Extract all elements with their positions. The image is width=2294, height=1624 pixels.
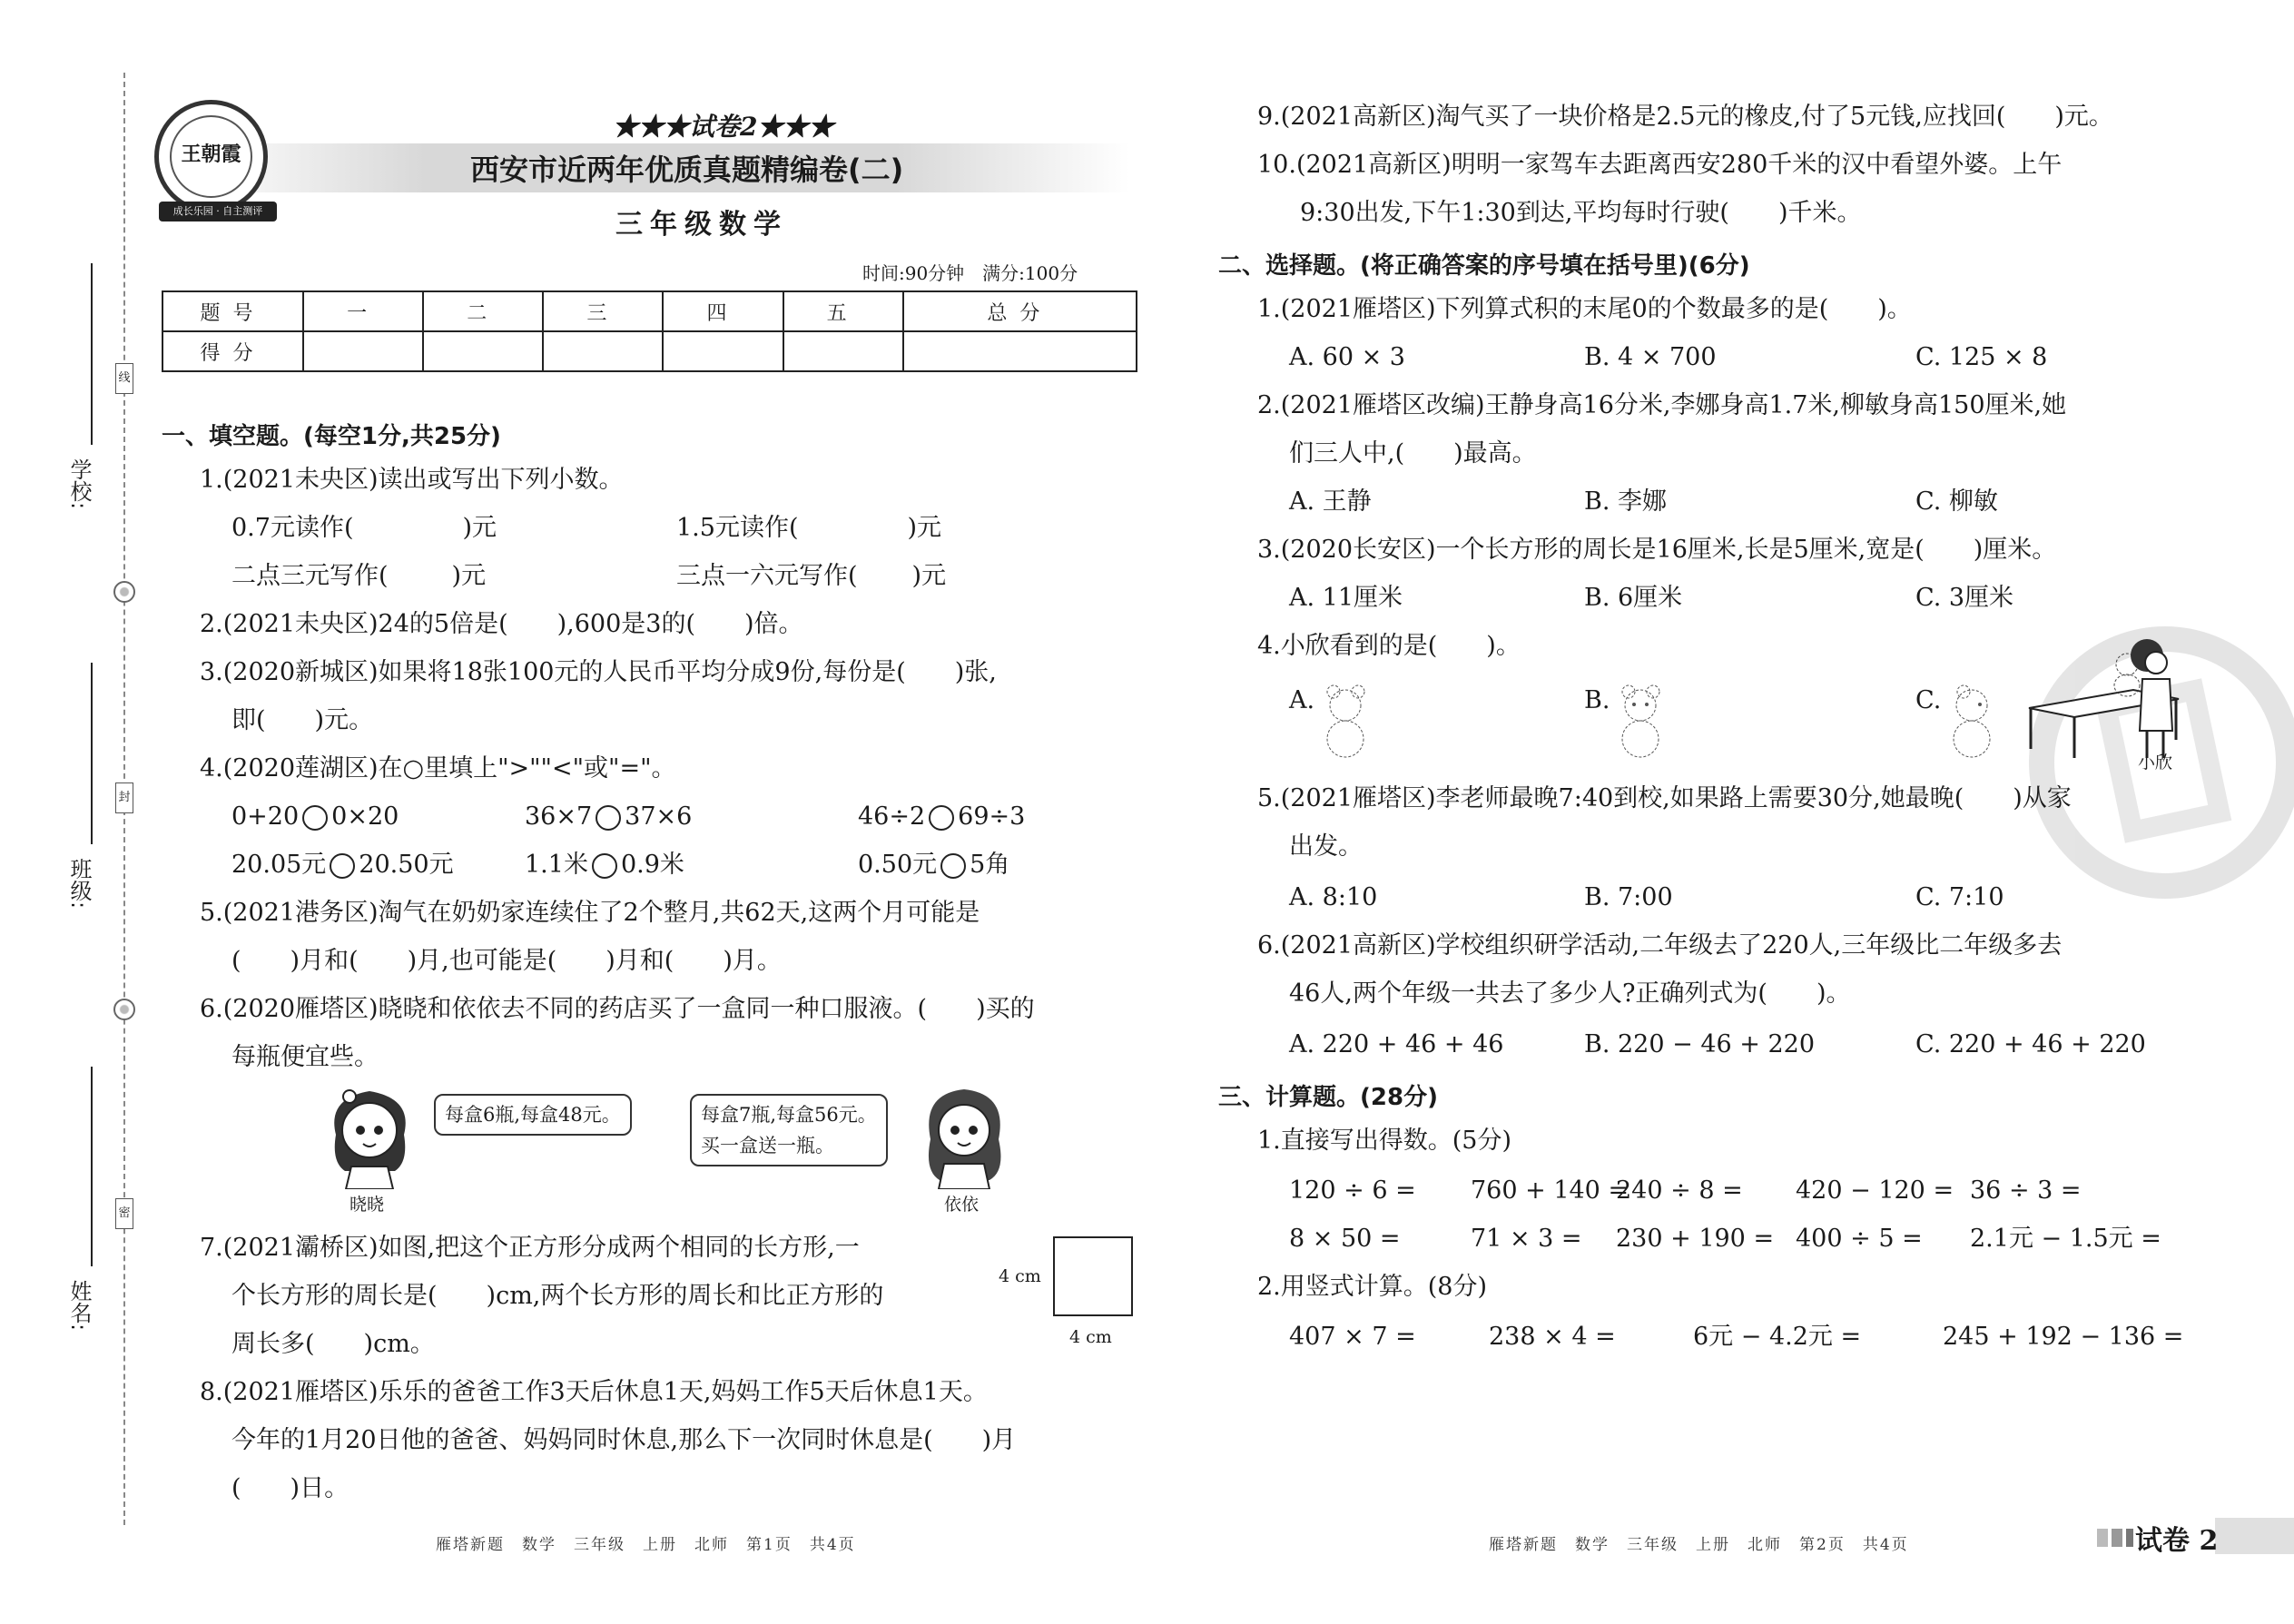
score-input-cell[interactable]	[903, 331, 1137, 371]
c2-option-a[interactable]: A. 王静	[1289, 487, 1372, 516]
c4-option-c[interactable]: C.	[1915, 686, 1942, 714]
q3-line2: 即( )元。	[231, 706, 374, 734]
q4-expr2: 36×7 37×6	[525, 802, 693, 831]
school-label: 学校:	[66, 458, 92, 510]
girl-xiaoxiao-illustration	[322, 1080, 418, 1189]
bear-back-view-icon	[1616, 683, 1666, 760]
c1-option-c[interactable]: C. 125 × 8	[1915, 343, 2048, 371]
k2-stem: 2.用竖式计算。(8分)	[1257, 1273, 1488, 1301]
score-table-cell: 一	[303, 291, 423, 331]
compare-circle-input[interactable]	[929, 805, 954, 831]
k1-expr: 240 ÷ 8 =	[1616, 1176, 1743, 1205]
q1-stem: 1.(2021未央区)读出或写出下列小数。	[200, 466, 624, 494]
c6-option-a[interactable]: A. 220 + 46 + 46	[1289, 1030, 1504, 1058]
exam-meta: 时间:90分钟 满分:100分	[862, 262, 1078, 284]
q3-line1: 3.(2020新城区)如果将18张100元的人民币平均分成9份,每份是( )张,	[200, 658, 997, 686]
score-table-header-row	[162, 291, 1137, 331]
c3-option-a[interactable]: A. 11厘米	[1289, 584, 1403, 612]
speech-bubble-yiyi: 每盒7瓶,每盒56元。 买一盒送一瓶。	[690, 1094, 888, 1166]
q4-expr1: 0+20 0×20	[231, 802, 399, 831]
section-1-title: 一、填空题。(每空1分,共25分)	[162, 423, 501, 450]
school-line	[91, 263, 93, 445]
k1-expr: 420 − 120 =	[1796, 1176, 1954, 1205]
q4-expr3: 46÷2 69÷3	[858, 802, 1026, 831]
k2-expr: 6元 − 4.2元 =	[1693, 1323, 1862, 1351]
c6-option-b[interactable]: B. 220 − 46 + 220	[1584, 1030, 1816, 1058]
c6-option-c[interactable]: C. 220 + 46 + 220	[1915, 1030, 2146, 1058]
bear-side-view-icon	[1947, 683, 1997, 760]
c3-option-b[interactable]: B. 6厘米	[1584, 584, 1683, 612]
k1-expr: 230 + 190 =	[1616, 1225, 1775, 1253]
score-table-cell: 得分	[162, 331, 303, 371]
k2-expr: 238 × 4 =	[1489, 1323, 1616, 1351]
section-2-title: 二、选择题。(将正确答案的序号填在括号里)(6分)	[1218, 252, 1750, 280]
name-xiaoxiao: 晓晓	[350, 1195, 385, 1215]
q4-stem: 4.(2020莲湖区)在○里填上">""<"或"="。	[200, 754, 676, 782]
score-table-cell: 五	[783, 291, 903, 331]
compare-circle-input[interactable]	[592, 853, 617, 879]
name-label: 姓名:	[66, 1280, 92, 1332]
q7-line1: 7.(2021灞桥区)如图,把这个正方形分成两个相同的长方形,一	[200, 1234, 860, 1262]
q1-a: 0.7元读作( )元	[231, 514, 497, 542]
c5-option-c[interactable]: C. 7:10	[1915, 883, 2004, 911]
girl-yiyi-illustration	[917, 1080, 1012, 1189]
q1-c: 二点三元写作( )元	[231, 562, 487, 590]
c5-option-b[interactable]: B. 7:00	[1584, 883, 1673, 911]
c6-stem-line2: 46人,两个年级一共去了多少人?正确列式为( )。	[1289, 979, 1851, 1008]
class-label: 班级:	[66, 858, 92, 910]
k2-expr: 407 × 7 =	[1289, 1323, 1416, 1351]
q9: 9.(2021高新区)淘气买了一块价格是2.5元的橡皮,付了5元钱,应找回( )元。	[1257, 103, 2113, 131]
c6-stem-line1: 6.(2021高新区)学校组织研学活动,二年级去了220人,三年级比二年级多去	[1257, 931, 2063, 960]
k1-expr: 71 × 3 =	[1471, 1225, 1582, 1253]
square-figure	[1053, 1236, 1133, 1316]
q8-line1: 8.(2021雁塔区)乐乐的爸爸工作3天后休息1天,妈妈工作5天后休息1天。	[200, 1378, 988, 1406]
q8-line2: 今年的1月20日他的爸爸、妈妈同时休息,那么下一次同时休息是( )月	[231, 1426, 1017, 1454]
section-3-title: 三、计算题。(28分)	[1218, 1084, 1438, 1111]
child-xiaoxin-label: 小欣	[2138, 753, 2173, 773]
q8-line3: ( )日。	[231, 1474, 350, 1502]
q4-expr4: 20.05元 20.50元	[231, 851, 454, 879]
k1-expr: 760 + 140 =	[1471, 1176, 1629, 1205]
score-input-cell[interactable]	[543, 331, 663, 371]
logo-text: 王朝霞	[181, 143, 241, 166]
c2-option-b[interactable]: B. 李娜	[1584, 487, 1668, 516]
score-input-cell[interactable]	[783, 331, 903, 371]
q7-line3: 周长多( )cm。	[231, 1330, 435, 1358]
compare-circle-input[interactable]	[596, 805, 621, 831]
q2: 2.(2021未央区)24的5倍是( ),600是3的( )倍。	[200, 610, 803, 638]
q7-line2: 个长方形的周长是( )cm,两个长方形的周长和比正方形的	[231, 1282, 884, 1310]
class-line	[91, 663, 93, 844]
score-table-cell: 四	[663, 291, 783, 331]
k1-stem: 1.直接写出得数。(5分)	[1257, 1127, 1512, 1155]
c4-stem: 4.小欣看到的是( )。	[1257, 632, 1521, 660]
k1-expr: 8 × 50 =	[1289, 1225, 1401, 1253]
c2-stem-line2: 们三人中,( )最高。	[1289, 439, 1537, 468]
seal-mark-secret: 密	[115, 1198, 133, 1229]
footer-tag-band	[2215, 1518, 2294, 1554]
binding-hole-icon	[113, 999, 135, 1020]
c2-stem-line1: 2.(2021雁塔区改编)王静身高16分米,李娜身高1.7米,柳敏身高150厘米,她	[1257, 391, 2067, 419]
k1-expr: 400 ÷ 5 =	[1796, 1225, 1923, 1253]
c4-option-b[interactable]: B.	[1584, 686, 1610, 714]
k1-expr: 36 ÷ 3 =	[1970, 1176, 2082, 1205]
seal-mark-seal: 封	[115, 782, 133, 813]
bear-front-view-icon	[1321, 683, 1371, 760]
score-table-cell: 二	[423, 291, 543, 331]
c5-stem-line1: 5.(2021雁塔区)李老师最晚7:40到校,如果路上需要30分,她最晚( )从家	[1257, 784, 2072, 812]
q5-line1: 5.(2021港务区)淘气在奶奶家连续住了2个整月,共62天,这两个月可能是	[200, 899, 980, 927]
exam-title: 西安市近两年优质真题精编卷(二)	[470, 153, 904, 187]
exam-subtitle: 三年级数学	[615, 209, 788, 241]
logo-emblem	[154, 100, 268, 213]
score-input-cell[interactable]	[663, 331, 783, 371]
c2-option-c[interactable]: C. 柳敏	[1915, 487, 1998, 516]
q10-line2: 9:30出发,下午1:30到达,平均每时行驶( )千米。	[1300, 199, 1862, 227]
compare-circle-input[interactable]	[940, 853, 966, 879]
right-footer: 雁塔新题 数学 三年级 上册 北师 第2页 共4页	[1489, 1536, 1909, 1554]
q5-line2: ( )月和( )月,也可能是( )月和( )月。	[231, 947, 782, 975]
q1-d: 三点一六元写作( )元	[676, 562, 947, 590]
score-input-cell[interactable]	[303, 331, 423, 371]
square-side-label: 4 cm	[999, 1266, 1041, 1286]
exam-badge: ★★★试卷2★★★	[613, 112, 834, 142]
score-table-cell: 题号	[162, 291, 303, 331]
left-footer: 雁塔新题 数学 三年级 上册 北师 第1页 共4页	[436, 1536, 856, 1554]
q6-line1: 6.(2020雁塔区)晓晓和依依去不同的药店买了一盒同一种口服液。( )买的	[200, 995, 1035, 1023]
compare-circle-input[interactable]	[330, 853, 355, 879]
c1-stem: 1.(2021雁塔区)下列算式积的末尾0的个数最多的是( )。	[1257, 295, 1912, 323]
c1-option-b[interactable]: B. 4 × 700	[1584, 343, 1717, 371]
score-table-score-row	[162, 331, 1137, 371]
c3-option-c[interactable]: C. 3厘米	[1915, 584, 2014, 612]
square-bottom-label: 4 cm	[1069, 1327, 1112, 1347]
name-line	[91, 1067, 93, 1266]
name-yiyi: 依依	[944, 1195, 980, 1215]
q6-line2: 每瓶便宜些。	[231, 1043, 379, 1071]
compare-circle-input[interactable]	[302, 805, 328, 831]
q10-line1: 10.(2021高新区)明明一家驾车去距离西安280千米的汉中看望外婆。上午	[1257, 151, 2063, 179]
q4-expr6: 0.50元 5角	[858, 851, 1010, 879]
k2-expr: 245 + 192 − 136 =	[1943, 1323, 2184, 1351]
k1-expr: 2.1元 − 1.5元 =	[1970, 1225, 2161, 1253]
score-table-cell: 总分	[903, 291, 1137, 331]
logo-band: 成长乐园 · 自主测评	[159, 202, 277, 221]
table-and-child-illustration	[2020, 635, 2215, 763]
score-input-cell[interactable]	[423, 331, 543, 371]
speech-bubble-xiaoxiao: 每盒6瓶,每盒48元。	[434, 1094, 632, 1136]
q1-b: 1.5元读作( )元	[676, 514, 942, 542]
k1-expr: 120 ÷ 6 =	[1289, 1176, 1416, 1205]
c5-stem-line2: 出发。	[1289, 832, 1363, 861]
c3-stem: 3.(2020长安区)一个长方形的周长是16厘米,长是5厘米,宽是( )厘米。	[1257, 536, 2057, 564]
score-table	[162, 290, 1137, 372]
c1-option-a[interactable]: A. 60 × 3	[1289, 343, 1405, 371]
c4-option-a[interactable]: A.	[1289, 686, 1315, 714]
footer-tag: 试卷 2	[2135, 1525, 2219, 1557]
q4-expr5: 1.1米 0.9米	[525, 851, 684, 879]
seal-mark-line: 线	[115, 363, 133, 394]
binding-hole-icon	[113, 581, 135, 603]
c5-option-a[interactable]: A. 8:10	[1289, 883, 1378, 911]
footer-tag-squares-icon	[2097, 1529, 2133, 1547]
score-table-cell: 三	[543, 291, 663, 331]
